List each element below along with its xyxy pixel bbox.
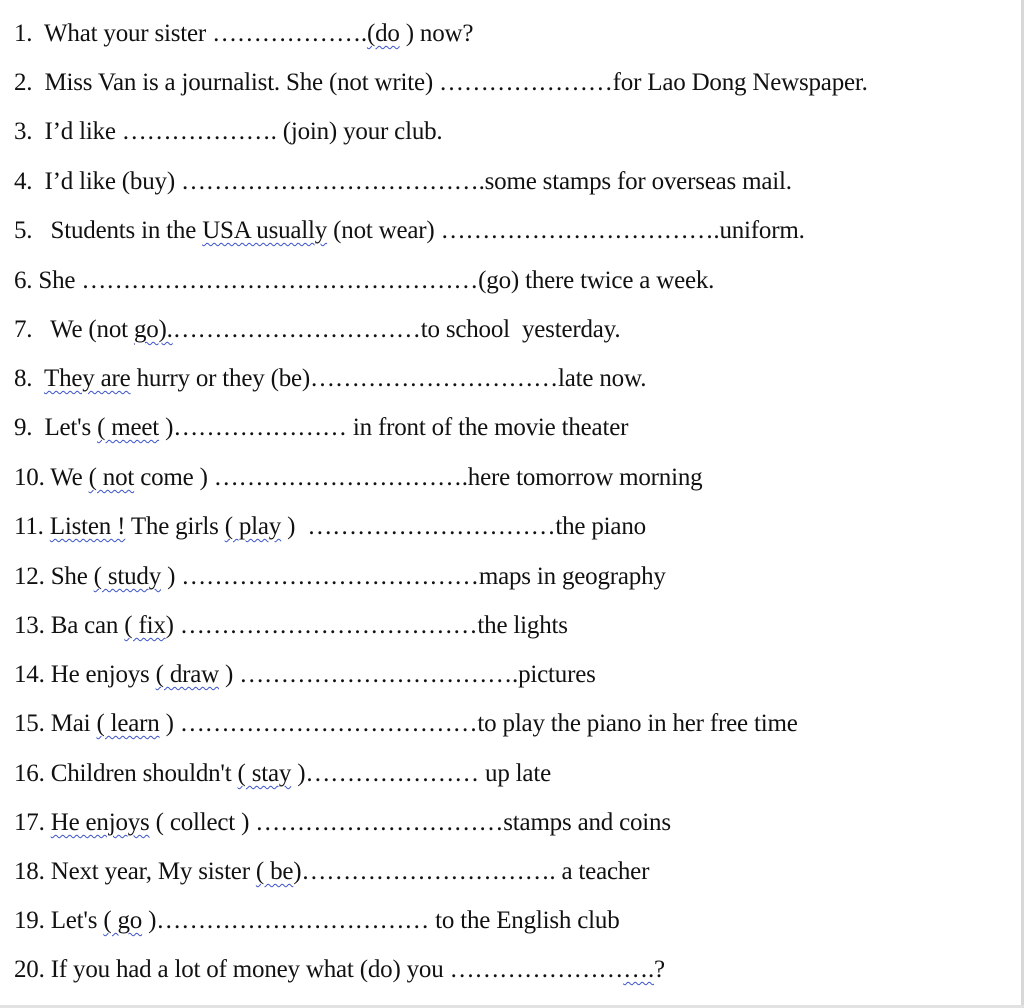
exercise-14: 14. He enjoys ( draw ) …………………………….pictures xyxy=(14,661,596,688)
exercise-11: 11. Listen ! The girls ( play ) …………………………the piano xyxy=(14,513,646,540)
exercise-5: 5. Students in the USA usually (not wear) …………………………….uniform. xyxy=(14,217,805,244)
exercise-7: 7. We (not go).…………………………to school yesterday. xyxy=(14,316,621,343)
exercise-9: 9. Let's ( meet )………………… in front of the movie theater xyxy=(14,414,629,441)
exercise-18: 18. Next year, My sister ( be)…………………………. a teacher xyxy=(14,858,650,885)
exercise-2: 2. Miss Van is a journalist. She (not write) …………………for Lao Dong Newspaper. xyxy=(14,69,868,96)
exercise-13: 13. Ba can ( fix) ………………………………the lights xyxy=(14,612,568,639)
exercise-15: 15. Mai ( learn ) ………………………………to play the piano in her free time xyxy=(14,710,798,737)
exercise-6: 6. She …………………………………………(go) there twice a week. xyxy=(14,267,715,294)
exercise-3: 3. I’d like ………………. (join) your club. xyxy=(14,118,443,145)
exercise-8: 8. They are hurry or they (be)…………………………late now. xyxy=(14,365,647,392)
exercise-4: 4. I’d like (buy) ……………………………….some stamps for overseas mail. xyxy=(14,168,792,195)
exercise-1: 1. What your sister ……………….(do ) now? xyxy=(14,20,474,47)
exercise-20: 20. If you had a lot of money what (do) you …………………….? xyxy=(14,956,665,983)
exercise-10: 10. We ( not come ) ………………………….here tomorrow morning xyxy=(14,464,703,491)
exercise-19: 19. Let's ( go )…………………………… to the English club xyxy=(14,907,620,934)
exercise-16: 16. Children shouldn't ( stay )………………… up late xyxy=(14,760,551,787)
exercise-17: 17. He enjoys ( collect ) …………………………stamps and coins xyxy=(14,809,671,836)
exercise-12: 12. She ( study ) ………………………………maps in geography xyxy=(14,563,666,590)
